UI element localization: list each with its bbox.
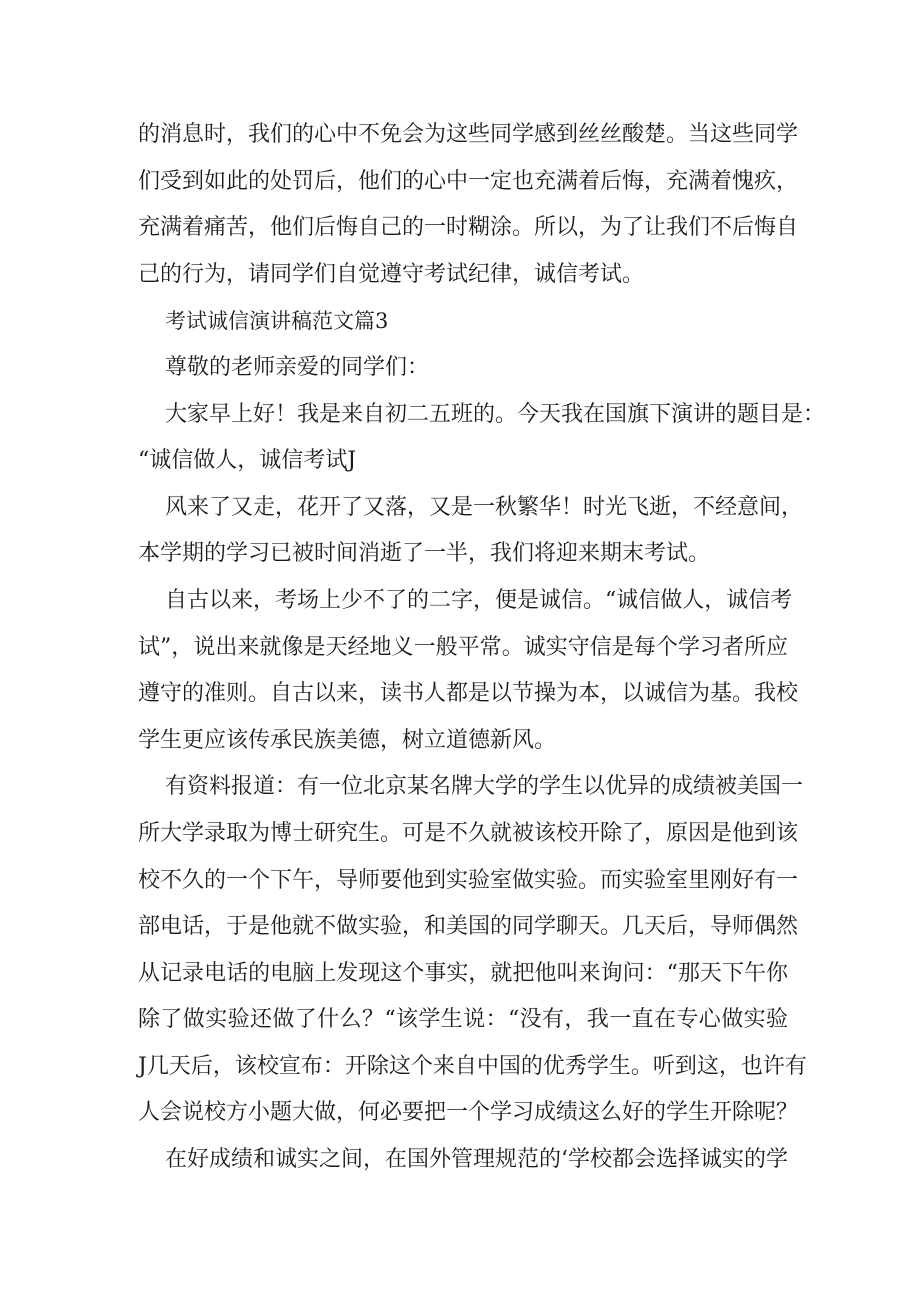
- paragraph-line: 除了做实验还做了什么？“该学生说：“没有，我一直在专心做实验: [138, 1007, 788, 1033]
- paragraph-line: 试”，说出来就像是天经地义一般平常。诚实守信是每个学习者所应: [138, 634, 788, 660]
- paragraph-line: 有资料报道：有一位北京某名牌大学的学生以优异的成绩被美国一: [165, 774, 804, 800]
- salutation-line: 尊敬的老师亲爱的同学们：: [165, 354, 430, 380]
- paragraph-line: 所大学录取为博士研究生。可是不久就被该校开除了，原因是他到该: [138, 820, 799, 846]
- paragraph-line: 风来了又走，花开了又落，又是一秋繁华！时光飞逝，不经意间，: [165, 494, 804, 520]
- paragraph-line: 从记录电话的电脑上发现这个事实，就把他叫来询问：“那天下午你: [138, 960, 788, 986]
- paragraph-line: 在好成绩和诚实之间，在国外管理规范的‘学校都会选择诚实的学: [165, 1147, 788, 1173]
- paragraph-line: “诚信做人，诚信考试J: [138, 448, 357, 474]
- paragraph-line: 学生更应该传承民族美德，树立道德新风。: [138, 727, 557, 753]
- paragraph-line: 校不久的一个下午，导师要他到实验室做实验。而实验室里刚好有一: [138, 867, 799, 893]
- paragraph-line: 的消息时，我们的心中不免会为这些同学感到丝丝酸楚。当这些同学: [138, 122, 799, 147]
- paragraph-line: 本学期的学习已被时间消逝了一半，我们将迎来期末考试。: [138, 541, 711, 567]
- section-heading: 考试诚信演讲稿范文篇3: [165, 309, 389, 334]
- paragraph-line: 们受到如此的处罚后，他们的心中一定也充满着后悔，充满着愧疚，: [138, 168, 799, 194]
- paragraph-line: 大家早上好！我是来自初二五班的。今天我在国旗下演讲的题目是：: [165, 401, 826, 427]
- paragraph-line: 部电话，于是他就不做实验，和美国的同学聊天。几天后，导师偶然: [138, 914, 799, 940]
- paragraph-line: J几天后，该校宣布：开除这个来自中国的优秀学生。听到这，也许有: [138, 1053, 807, 1079]
- paragraph-line: 己的行为，请同学们自觉遵守考试纪律，诚信考试。: [138, 261, 645, 287]
- paragraph-line: 自古以来，考场上少不了的二字，便是诚信。“诚信做人，诚信考: [165, 587, 793, 613]
- paragraph-line: 遵守的准则。自古以来，读书人都是以节操为本，以诚信为基。我校: [138, 681, 799, 707]
- document-body: [138, 112, 826, 1184]
- paragraph-line: 人会说校方小题大做，何必要把一个学习成绩这么好的学生开除呢？: [138, 1100, 799, 1126]
- paragraph-line: 充满着痛苦，他们后悔自己的一时糊涂。所以，为了让我们不后悔自: [138, 215, 799, 241]
